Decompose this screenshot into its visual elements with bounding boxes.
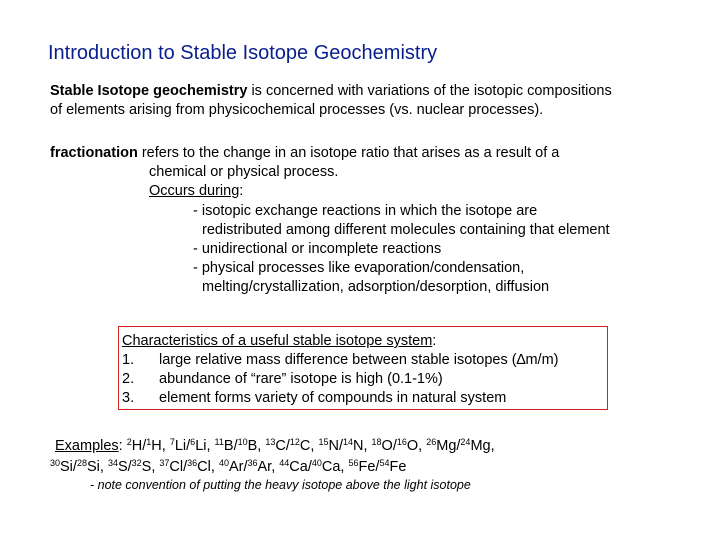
heavy-element: Ar — [228, 459, 244, 475]
examples-colon: : — [118, 438, 123, 454]
ratio-slash: / — [456, 438, 461, 454]
fractionation-term: fractionation — [50, 145, 138, 161]
process-item: redistributed among different molecules containing that element — [202, 222, 610, 238]
heavy-mass-number: 37 — [159, 458, 170, 468]
light-mass-number: 28 — [76, 458, 87, 468]
fractionation-text-1: refers to the change in an isotope ratio that arises as a result of a — [137, 145, 560, 161]
light-mass-number: 40 — [311, 458, 322, 468]
occurs-during-text: Occurs during — [149, 183, 240, 199]
light-mass-number: 32 — [131, 458, 142, 468]
slide-title: Introduction to Stable Isotope Geochemistry — [48, 42, 438, 64]
fractionation-line-2: chemical or physical process. — [149, 164, 339, 180]
characteristic-number: 2. — [122, 371, 135, 387]
ratio-separator: , — [363, 438, 372, 454]
light-element: B — [247, 438, 258, 454]
light-mass-number: 36 — [247, 458, 258, 468]
characteristic-text: element forms variety of compounds in natural system — [159, 390, 507, 406]
heavy-element: S — [117, 459, 128, 475]
light-element: Cl — [197, 459, 211, 475]
characteristics-heading-colon: : — [432, 333, 437, 349]
characteristic-item — [119, 370, 607, 389]
heavy-element: C — [275, 438, 286, 454]
characteristic-item — [119, 389, 607, 408]
isotope-ratio — [215, 438, 266, 454]
light-element: H — [151, 438, 162, 454]
ratio-separator: , — [210, 459, 219, 475]
heavy-mass-number: 18 — [371, 437, 382, 447]
ratio-slash: / — [127, 459, 132, 475]
ratio-slash: / — [375, 459, 380, 475]
heavy-mass-number: 13 — [265, 437, 276, 447]
heavy-mass-number: 34 — [107, 458, 118, 468]
ratio-separator: , — [151, 459, 160, 475]
heavy-element: N — [328, 438, 339, 454]
occurs-during-colon: : — [239, 183, 244, 199]
process-item: melting/crystallization, adsorption/desorption, diffusion — [202, 279, 550, 295]
heavy-element: O — [381, 438, 393, 454]
characteristic-text: abundance of “rare” isotope is high (0.1-1%) — [159, 371, 443, 387]
heavy-element: Fe — [358, 459, 376, 475]
light-element: C — [299, 438, 311, 454]
light-mass-number: 10 — [237, 437, 248, 447]
ratio-slash: / — [142, 438, 147, 454]
isotope-ratio — [108, 459, 159, 475]
ratio-separator: , — [310, 438, 319, 454]
ratio-separator: , — [490, 438, 495, 454]
characteristics-heading — [122, 332, 436, 351]
process-item: - unidirectional or incomplete reactions — [193, 241, 442, 257]
heavy-mass-number: 26 — [426, 437, 437, 447]
heavy-element: B — [223, 438, 234, 454]
characteristic-item — [119, 351, 607, 370]
ratio-separator: , — [340, 459, 349, 475]
examples-label: Examples — [55, 438, 119, 454]
ratio-slash: / — [233, 438, 238, 454]
heavy-mass-number: 15 — [318, 437, 329, 447]
light-element: Ca — [321, 459, 341, 475]
isotope-ratio — [159, 459, 219, 475]
examples-line-1 — [55, 437, 495, 457]
ratio-separator: , — [206, 438, 215, 454]
heavy-element: Mg — [436, 438, 457, 454]
heavy-element: Li — [174, 438, 187, 454]
intro-text-1: is concerned with variations of the isotopic compositions — [247, 83, 612, 99]
ratio-slash: / — [392, 438, 397, 454]
light-mass-number: 12 — [289, 437, 300, 447]
heavy-element: Si — [60, 459, 73, 475]
heavy-mass-number: 30 — [50, 458, 61, 468]
light-element: Si — [86, 459, 100, 475]
light-element: O — [406, 438, 419, 454]
intro-term: Stable Isotope geochemistry — [50, 83, 248, 99]
light-mass-number: 1 — [146, 437, 152, 447]
ratio-slash: / — [307, 459, 312, 475]
characteristics-box — [118, 326, 608, 410]
isotope-ratio — [170, 438, 215, 454]
light-mass-number: 6 — [190, 437, 196, 447]
occurs-during-label — [149, 182, 243, 201]
isotope-ratio — [372, 438, 427, 454]
isotope-ratio — [265, 438, 318, 454]
light-element: Ar — [257, 459, 272, 475]
ratio-separator: , — [418, 438, 427, 454]
light-element: Li — [195, 438, 207, 454]
characteristic-number: 1. — [122, 352, 135, 368]
ratio-separator: , — [99, 459, 108, 475]
examples-list — [127, 438, 495, 454]
ratio-slash: / — [183, 459, 188, 475]
isotope-ratio — [318, 438, 371, 454]
isotope-ratio — [50, 459, 108, 475]
examples-line-2 — [50, 458, 406, 478]
isotope-ratio — [348, 459, 406, 475]
light-mass-number: 54 — [379, 458, 390, 468]
light-element: Mg — [470, 438, 491, 454]
ratio-slash: / — [72, 459, 77, 475]
process-item: - physical processes like evaporation/condensation, — [193, 260, 525, 276]
heavy-mass-number: 7 — [169, 437, 175, 447]
intro-line-1 — [50, 82, 612, 101]
light-element: S — [141, 459, 152, 475]
light-mass-number: 24 — [460, 437, 471, 447]
isotope-ratio — [219, 459, 279, 475]
heavy-mass-number: 56 — [348, 458, 359, 468]
heavy-element: Cl — [169, 459, 184, 475]
heavy-mass-number: 44 — [279, 458, 290, 468]
heavy-mass-number: 40 — [218, 458, 229, 468]
convention-note: - note convention of putting the heavy isotope above the light isotope — [90, 478, 471, 492]
ratio-slash: / — [243, 459, 248, 475]
characteristic-text: large relative mass difference between stable isotopes (∆m/m) — [159, 352, 559, 368]
fractionation-line-1 — [50, 144, 559, 163]
light-mass-number: 36 — [187, 458, 198, 468]
ratio-slash: / — [186, 438, 191, 454]
ratio-slash: / — [285, 438, 290, 454]
ratio-separator: , — [271, 459, 280, 475]
characteristic-number: 3. — [122, 390, 135, 406]
light-element: N — [352, 438, 364, 454]
characteristics-heading-text: Characteristics of a useful stable isotope system — [122, 333, 433, 349]
heavy-mass-number: 2 — [126, 437, 132, 447]
light-mass-number: 14 — [342, 437, 353, 447]
isotope-ratio — [426, 438, 494, 454]
isotope-ratio — [279, 459, 348, 475]
ratio-separator: , — [161, 438, 170, 454]
heavy-mass-number: 11 — [214, 437, 224, 447]
light-mass-number: 16 — [396, 437, 407, 447]
process-item: - isotopic exchange reactions in which the isotope are — [193, 203, 538, 219]
heavy-element: Ca — [289, 459, 308, 475]
intro-line-2: of elements arising from physicochemical processes (vs. nuclear processes). — [50, 102, 544, 118]
light-element: Fe — [389, 459, 407, 475]
isotope-ratio — [127, 438, 170, 454]
heavy-element: H — [131, 438, 143, 454]
ratio-separator: , — [257, 438, 266, 454]
ratio-slash: / — [338, 438, 343, 454]
